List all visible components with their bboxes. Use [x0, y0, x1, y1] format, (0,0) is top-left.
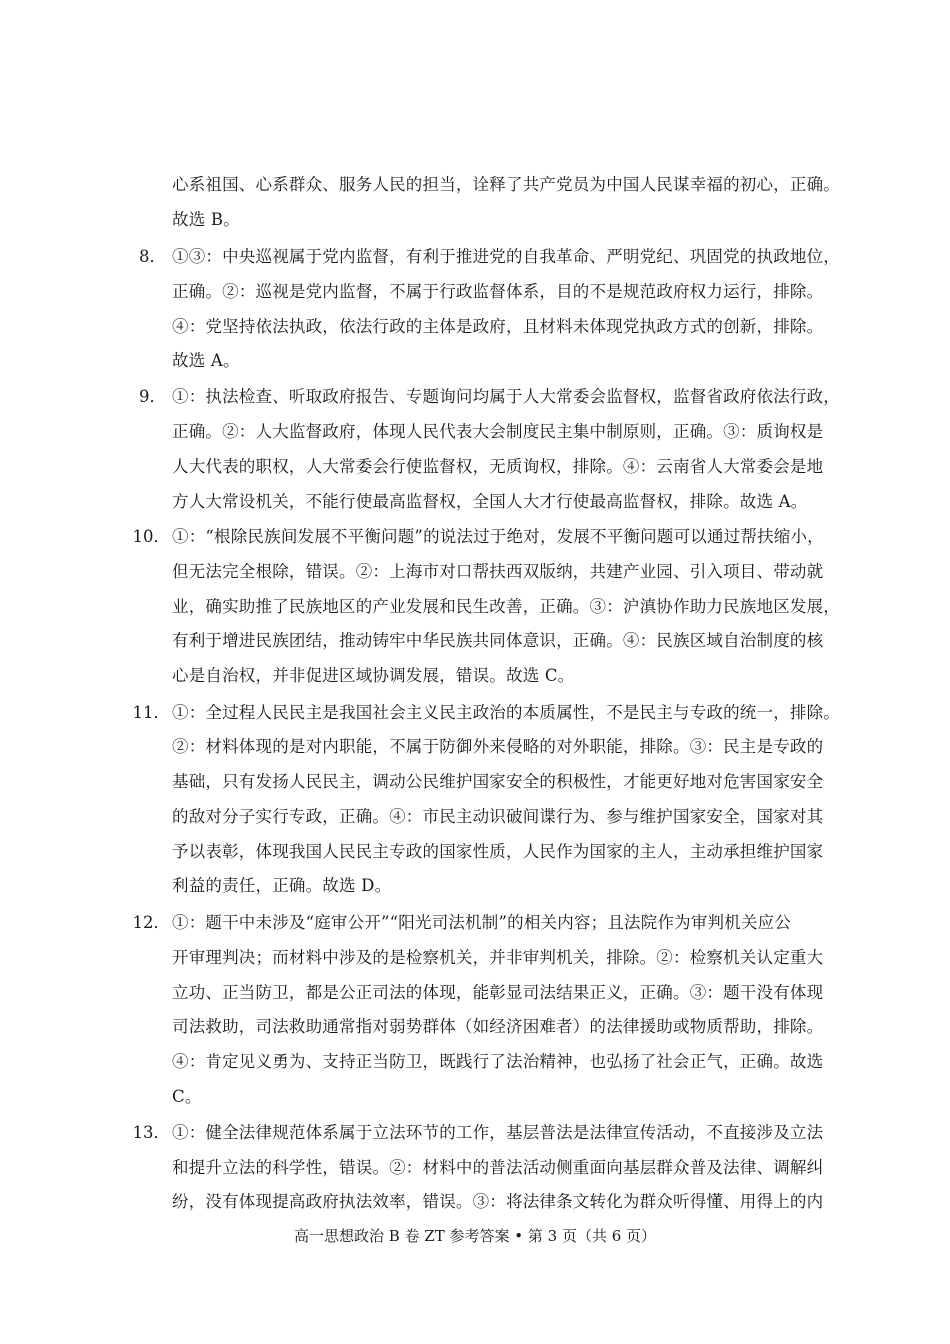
item-11-line-1: ①：全过程人民民主是我国社会主义民主政治的本质属性，不是民主与专政的统一，排除。: [172, 703, 840, 722]
item-10-line-2: 但无法完全根除，错误。②：上海市对口帮扶西双版纳，共建产业园、引入项目、带动就: [172, 562, 824, 581]
item-12-line-1: ①：题干中未涉及“庭审公开”“阳光司法机制”的相关内容；且法院作为审判机关应公: [172, 913, 792, 932]
item-11-line-3: 基础，只有发扬人民民主，调动公民维护国家安全的积极性，才能更好地对危害国家安全: [172, 772, 824, 791]
item-8-line-1: ①③：中央巡视属于党内监督，有利于推进党的自我革命、严明党纪、巩固党的执政地位，: [172, 247, 840, 266]
item-10-line-4: 有利于增进民族团结，推动铸牢中华民族共同体意识，正确。④：民族区域自治制度的核: [172, 631, 824, 650]
item-8-line-3: ④：党坚持依法执政，依法行政的主体是政府，且材料未体现党执政方式的创新，排除。: [172, 317, 824, 336]
item-13-line-2: 和提升立法的科学性，错误。②：材料中的普法活动侧重面向基层群众普及法律、调解纠: [172, 1158, 824, 1177]
item-11-line-5: 予以表彰，体现我国人民民主专政的国家性质，人民作为国家的主人，主动承担维护国家: [172, 842, 824, 861]
item-10-line-5: 心是自治权，并非促进区域协调发展，错误。故选 C。: [172, 666, 575, 685]
intro-line-1: 心系祖国、心系群众、服务人民的担当，诠释了共产党员为中国人民谋幸福的初心，正确。: [172, 175, 840, 194]
item-11-line-2: ②：材料体现的是对内职能，不属于防御外来侵略的对外职能，排除。③：民主是专政的: [172, 737, 824, 756]
item-8-number: 8．: [139, 247, 166, 266]
item-12-line-4: 司法救助，司法救助通常指对弱势群体（如经济困难者）的法律援助或物质帮助，排除。: [172, 1017, 824, 1036]
item-9-line-4: 方人大常设机关，不能行使最高监督权，全国人大才行使最高监督权，排除。故选 A。: [172, 492, 808, 511]
item-12-line-6: C。: [172, 1087, 202, 1106]
item-8-line-4: 故选 A。: [172, 351, 240, 370]
page-footer: 高一思想政治 B 卷 ZT 参考答案 • 第 3 页（共 6 页）: [293, 1227, 657, 1245]
item-12-number: 12．: [132, 913, 170, 932]
item-11-line-4: 的敌对分子实行专政，正确。④：市民主动识破间谍行为、参与维护国家安全，国家对其: [172, 807, 824, 826]
item-10-line-1: ①：“根除民族间发展不平衡问题”的说法过于绝对，发展不平衡问题可以通过帮扶缩小，: [172, 527, 824, 546]
item-10-line-3: 业，确实助推了民族地区的产业发展和民生改善，正确。③：沪滇协作助力民族地区发展，: [172, 597, 840, 616]
item-11-line-6: 利益的责任，正确。故选 D。: [172, 876, 392, 895]
item-8-line-2: 正确。②：巡视是党内监督，不属于行政监督体系，目的不是规范政府权力运行，排除。: [172, 282, 824, 301]
item-12-line-2: 开审理判决；而材料中涉及的是检察机关，并非审判机关，排除。②：检察机关认定重大: [172, 948, 824, 967]
item-9-line-3: 人大代表的职权，人大常委会行使监督权，无质询权，排除。④：云南省人大常委会是地: [172, 457, 824, 476]
item-9-line-2: 正确。②：人大监督政府，体现人民代表大会制度民主集中制原则，正确。③：质询权是: [172, 422, 824, 441]
item-9-number: 9．: [139, 387, 166, 406]
intro-line-2: 故选 B。: [172, 210, 240, 229]
item-13-number: 13．: [132, 1123, 170, 1142]
item-10-number: 10．: [132, 527, 170, 546]
item-13-line-1: ①：健全法律规范体系属于立法环节的工作，基层普法是法律宣传活动，不直接涉及立法: [172, 1123, 824, 1142]
item-12-line-5: ④：肯定见义勇为、支持正当防卫，既践行了法治精神，也弘扬了社会正气，正确。故选: [172, 1052, 824, 1071]
item-9-line-1: ①：执法检查、听取政府报告、专题询问均属于人大常委会监督权，监督省政府依法行政，: [172, 387, 840, 406]
item-13-line-3: 纷，没有体现提高政府执法效率，错误。③：将法律条文转化为群众听得懂、用得上的内: [172, 1192, 824, 1211]
item-12-line-3: 立功、正当防卫，都是公正司法的体现，能彰显司法结果正义，正确。③：题干没有体现: [172, 983, 824, 1002]
item-11-number: 11．: [132, 703, 170, 722]
